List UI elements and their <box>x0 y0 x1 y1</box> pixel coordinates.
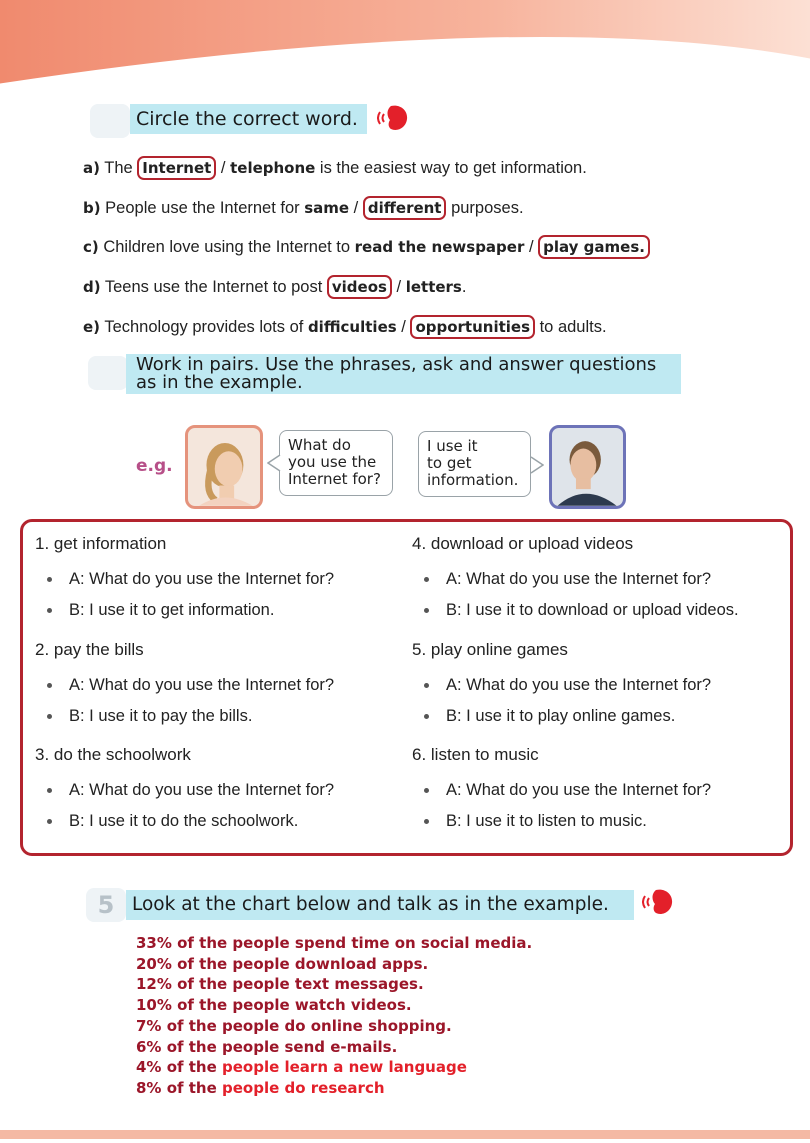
question-bubble-tail <box>267 454 281 472</box>
answer-line <box>412 806 792 836</box>
question-text: A: What do you use the Internet for? <box>446 781 712 799</box>
exercise1-item <box>83 234 650 260</box>
item-text-before: The <box>99 159 138 177</box>
stat-text: 7% of the people do online shopping. <box>136 1016 452 1035</box>
phrase-item <box>35 533 415 625</box>
stat-line <box>136 954 428 975</box>
phrase-heading: 4. download or upload videos <box>412 534 634 553</box>
question-line <box>35 564 415 594</box>
exercise1-item <box>83 155 587 181</box>
item-text-after: is the easiest way to get information. <box>315 159 587 177</box>
answer-text: B: I use it to play online games. <box>446 707 676 725</box>
exercise2-number-badge <box>88 356 128 390</box>
item-option-2[interactable]: different <box>363 196 447 220</box>
phrase-item <box>35 744 415 836</box>
question-line <box>412 564 792 594</box>
bullet-dot <box>424 788 429 793</box>
item-option-2[interactable]: letters <box>405 278 462 296</box>
stat-line <box>136 1078 385 1099</box>
speaker-icon[interactable] <box>377 102 411 134</box>
item-letter: a) <box>83 159 100 177</box>
stat-text: 33% of the people spend time on social media. <box>136 934 533 952</box>
answer-text: B: I use it to pay the bills. <box>69 707 253 725</box>
stat-line <box>136 1057 467 1078</box>
eg-label: e.g. <box>136 456 173 476</box>
answer-bubble <box>418 431 531 497</box>
item-option-2[interactable]: telephone <box>230 159 316 177</box>
item-text-before: Teens use the Internet to post <box>100 278 327 296</box>
answer-line <box>35 595 415 625</box>
bottom-decorative-band <box>0 1128 810 1143</box>
answer-text: B: I use it to get information. <box>69 601 275 619</box>
exercise2-title <box>126 354 681 394</box>
phrase-item <box>412 533 792 625</box>
speaker-icon-2[interactable] <box>642 886 676 918</box>
answer-bubble-tail <box>530 456 544 474</box>
item-separator: / <box>216 159 231 177</box>
exercise1-title: Circle the correct word. <box>130 104 367 134</box>
phrase-heading: 5. play online games <box>412 640 568 659</box>
item-separator: / <box>349 199 363 217</box>
item-text-before: Technology provides lots of <box>100 318 308 336</box>
phrase-heading: 2. pay the bills <box>35 640 144 659</box>
exercise1-number-badge <box>90 104 130 138</box>
stat-text: 6% of the people send e-mails. <box>136 1037 398 1056</box>
item-option-1[interactable]: Internet <box>137 156 216 180</box>
answer-text: B: I use it to download or upload videos. <box>446 601 739 619</box>
exercise3-number-badge: 5 <box>86 888 126 922</box>
item-text-after: to adults. <box>535 318 607 336</box>
bullet-dot <box>47 577 52 582</box>
bubble-question-line1: What do <box>288 436 351 454</box>
answer-line <box>412 595 792 625</box>
phrase-item <box>412 744 792 836</box>
answer-line <box>412 701 792 731</box>
bullet-dot <box>47 819 52 824</box>
stat-line <box>136 1037 397 1058</box>
bullet-dot <box>47 683 52 688</box>
stat-text: 8% of the <box>136 1078 222 1097</box>
stat-text: 20% of the people download apps. <box>136 954 429 973</box>
item-separator: / <box>524 238 539 256</box>
question-line <box>35 670 415 700</box>
item-option-1[interactable]: videos <box>327 275 392 299</box>
exercise3-title: Look at the chart below and talk as in the example. <box>126 890 634 920</box>
stat-highlight: people learn a new language <box>222 1058 467 1077</box>
item-letter: c) <box>83 238 99 256</box>
answer-line <box>35 806 415 836</box>
phrase-heading: 6. listen to music <box>412 745 539 764</box>
bubble-answer-line3: information. <box>427 471 519 489</box>
bullet-dot <box>424 608 429 613</box>
item-option-2[interactable]: opportunities <box>410 315 535 339</box>
stat-line <box>136 1016 452 1037</box>
answer-text: B: I use it to do the schoolwork. <box>69 812 299 830</box>
exercise1-item <box>83 314 607 340</box>
item-option-1[interactable]: difficulties <box>307 318 397 336</box>
question-text: A: What do you use the Internet for? <box>69 676 335 694</box>
top-decorative-band <box>0 0 810 90</box>
item-text-before: Children love using the Internet to <box>98 238 355 256</box>
bubble-answer-line1: I use it <box>427 437 478 455</box>
bullet-dot <box>424 714 429 719</box>
item-option-2[interactable]: play games. <box>538 235 650 259</box>
bullet-dot <box>47 714 52 719</box>
answer-text: B: I use it to listen to music. <box>446 812 647 830</box>
item-text-before: People use the Internet for <box>100 199 305 217</box>
stat-line <box>136 995 412 1016</box>
question-text: A: What do you use the Internet for? <box>69 781 335 799</box>
stat-text: 10% of the people watch videos. <box>136 996 412 1015</box>
phrase-item <box>412 639 792 731</box>
bubble-answer-line2: to get <box>427 454 472 472</box>
question-text: A: What do you use the Internet for? <box>446 570 712 588</box>
answer-line <box>35 701 415 731</box>
stat-line <box>136 933 532 954</box>
item-separator: / <box>396 318 411 336</box>
question-line <box>35 775 415 805</box>
stat-text: 12% of the people text messages. <box>136 975 424 994</box>
question-text: A: What do you use the Internet for? <box>446 676 712 694</box>
phrase-heading: 3. do the schoolwork <box>35 745 191 764</box>
bullet-dot <box>424 577 429 582</box>
item-text-after: . <box>461 278 467 296</box>
question-line <box>412 670 792 700</box>
exercise1-item <box>83 195 524 221</box>
bubble-question-line3: Internet for? <box>288 470 381 488</box>
bullet-dot <box>47 788 52 793</box>
stat-line <box>136 974 424 995</box>
item-letter: b) <box>83 199 101 217</box>
question-line <box>412 775 792 805</box>
exercise1-item <box>83 274 466 300</box>
phrase-heading: 1. get information <box>35 534 167 553</box>
bullet-dot <box>47 608 52 613</box>
stat-text: 4% of the <box>136 1058 222 1077</box>
item-text-after: purposes. <box>446 199 524 217</box>
boy-photo <box>549 425 626 509</box>
exercise2-title-line1: Work in pairs. Use the phrases, ask and answer questions <box>136 354 657 375</box>
girl-photo <box>185 425 263 509</box>
item-separator: / <box>391 278 406 296</box>
item-option-1[interactable]: same <box>304 199 350 217</box>
bubble-question-line2: you use the <box>288 453 377 471</box>
phrase-item <box>35 639 415 731</box>
exercise2-title-line2: as in the example. <box>136 372 303 393</box>
bullet-dot <box>424 819 429 824</box>
stat-highlight: people do research <box>222 1078 385 1097</box>
question-bubble <box>279 430 393 496</box>
item-letter: d) <box>83 278 101 296</box>
item-option-1[interactable]: read the newspaper <box>354 238 525 256</box>
bullet-dot <box>424 683 429 688</box>
question-text: A: What do you use the Internet for? <box>69 570 335 588</box>
item-letter: e) <box>83 318 101 336</box>
